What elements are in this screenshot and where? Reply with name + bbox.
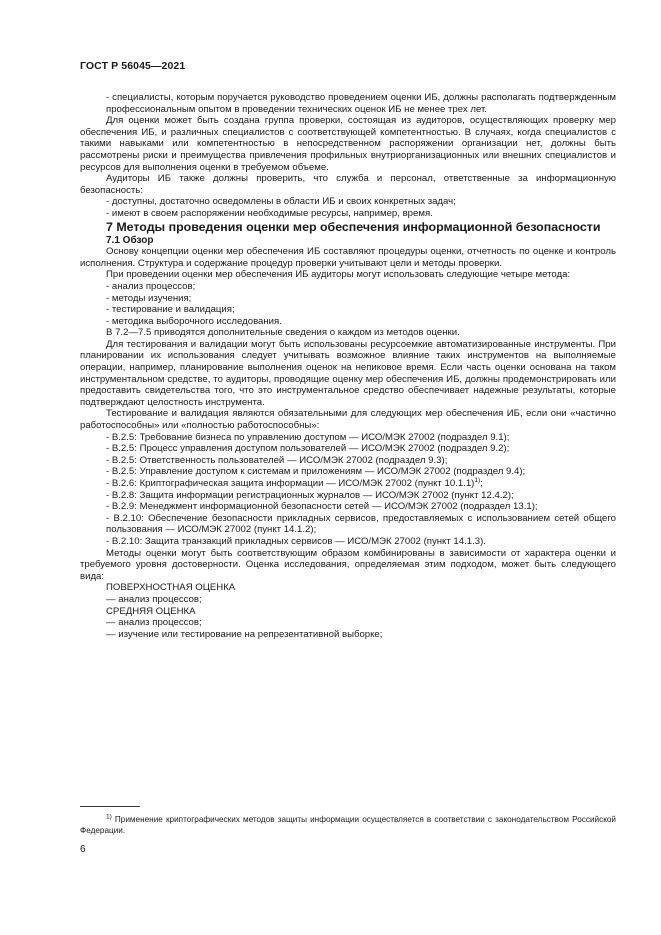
list-item: — изучение или тестирование на репрезентативной выборке; bbox=[106, 628, 383, 640]
list-item: - доступны, достаточно осведомлены в области ИБ и своих конкретных задач; bbox=[106, 196, 456, 208]
list-item: - В.2.5: Требование бизнеса по управлению доступом — ИСО/МЭК 27002 (подраздел 9.1); bbox=[106, 431, 510, 443]
paragraph: При проведении оценки мер обеспечения ИБ аудиторы могут использовать следующие четыре метода: bbox=[106, 269, 571, 281]
paragraph: - специалисты, которым поручается руководство проведением оценки ИБ, должны располагать подтвержденным профессиональным опытом в проведении технических оценок ИБ не менее трех лет. bbox=[106, 92, 616, 115]
list-item: - тестирование и валидация; bbox=[106, 304, 235, 316]
footnote bbox=[80, 814, 616, 836]
page-body bbox=[80, 92, 616, 640]
paragraph: Для оценки может быть создана группа проверки, состоящая из аудиторов, осуществляющих проверку мер обеспечения ИБ, и различных специалистов с соответствующей компетентностью. В случаях, когда специалистов с такими навыками или компетентностью в непосредственном распоряжении организации нет, должны быть рассмотрены риски и преимущества привлечения профильных внутриорганизационных или внешних специалистов и ресурсов для выполнения оценки в требуемом объеме. bbox=[80, 115, 616, 173]
footnote-divider bbox=[80, 806, 140, 807]
assessment-level: СРЕДНЯЯ ОЦЕНКА bbox=[106, 605, 196, 617]
footnote-ref: 1) bbox=[474, 476, 481, 484]
footnote-text: Применение криптографических методов защиты информации осуществляется в соответствии с законодательством Российской Федерации. bbox=[80, 815, 616, 835]
list-item: - В.2.8: Защита информации регистрационных журналов — ИСО/МЭК 27002 (пункт 12.4.2); bbox=[106, 489, 514, 501]
list-item: — анализ процессов; bbox=[106, 617, 202, 629]
subsection-heading: 7.1 Обзор bbox=[106, 234, 154, 246]
list-item: - В.2.5: Ответственность пользователей — ИСО/МЭК 27002 (подраздел 9.3); bbox=[106, 454, 448, 466]
list-item: - В.2.9: Менеджмент информационной безопасности сетей — ИСО/МЭК 27002 (подраздел 13.1); bbox=[106, 501, 538, 513]
paragraph: Тестирование и валидация являются обязательными для следующих мер обеспечения ИБ, если они «частично работоспособны» или «полностью работоспособны»: bbox=[80, 408, 616, 432]
list-item: - анализ процессов; bbox=[106, 280, 196, 292]
list-item: - В.2.5: Процесс управления доступом пользователей — ИСО/МЭК 27002 (подраздел 9.2); bbox=[106, 443, 510, 455]
paragraph: Аудиторы ИБ также должны проверить, что служба и персонал, ответственные за информационную безопасность: bbox=[80, 173, 616, 196]
assessment-level: ПОВЕРХНОСТНАЯ ОЦЕНКА bbox=[106, 582, 236, 594]
list-item: — анализ процессов; bbox=[106, 593, 202, 605]
document-id: ГОСТ Р 56045—2021 bbox=[80, 60, 186, 72]
list-item: - методы изучения; bbox=[106, 292, 192, 304]
page-number: 6 bbox=[80, 844, 86, 855]
paragraph: Для тестирования и валидации могут быть использованы ресурсоемкие автоматизированные инструменты. При планировании их использования следует учитывать возможное влияние таких инструментов на выполняемые операции, например, планирование выполнения оценок на непиковое время. Если часть оценки основана на таком инструментальном средстве, то аудиторы, проводящие оценку мер обеспечения ИБ, должны продемонстрировать или предоставить свидетельства того, что это инструментальное средство обеспечивает надежные результаты, которые подтверждают целостность инструмента. bbox=[80, 338, 616, 408]
list-item-suffix: ; bbox=[480, 478, 483, 489]
list-item: - имеют в своем распоряжении необходимые ресурсы, например, время. bbox=[106, 207, 433, 219]
list-item: - В.2.10: Защита транзакций прикладных сервисов — ИСО/МЭК 27002 (пункт 14.1.3). bbox=[106, 535, 486, 547]
section-heading: 7 Методы проведения оценки мер обеспечения информационной безопасности bbox=[106, 219, 601, 234]
paragraph: Основу концепции оценки мер обеспечения ИБ составляют процедуры оценки, отчетность по оценке и контроль исполнения. Структура и содержание процедур проверки учитывают цели и методы проверки. bbox=[80, 246, 616, 269]
list-item bbox=[80, 478, 616, 490]
list-item-text: - В.2.6: Криптографическая защита информации — ИСО/МЭК 27002 (пункт 10.1.1) bbox=[106, 478, 475, 489]
paragraph: В 7.2—7.5 приводятся дополнительные сведения о каждом из методов оценки. bbox=[106, 327, 460, 339]
list-item: - В.2.10: Обеспечение безопасности прикладных сервисов, предоставляемых с использованием сетей общего пользования — ИСО/МЭК 27002 (пункт 14.1.2); bbox=[106, 512, 616, 536]
list-item: - В.2.5: Управление доступом к системам и приложениям — ИСО/МЭК 27002 (подраздел 9.4); bbox=[106, 466, 526, 478]
paragraph: Методы оценки могут быть соответствующим образом комбинированы в зависимости от характера оценки и требуемого уровня достоверности. Оценка исследования, определяемая этим подходом, может быть следующего вида: bbox=[80, 547, 616, 582]
footnote-marker: 1) bbox=[106, 813, 112, 821]
list-item: - методика выборочного исследования. bbox=[106, 315, 282, 327]
